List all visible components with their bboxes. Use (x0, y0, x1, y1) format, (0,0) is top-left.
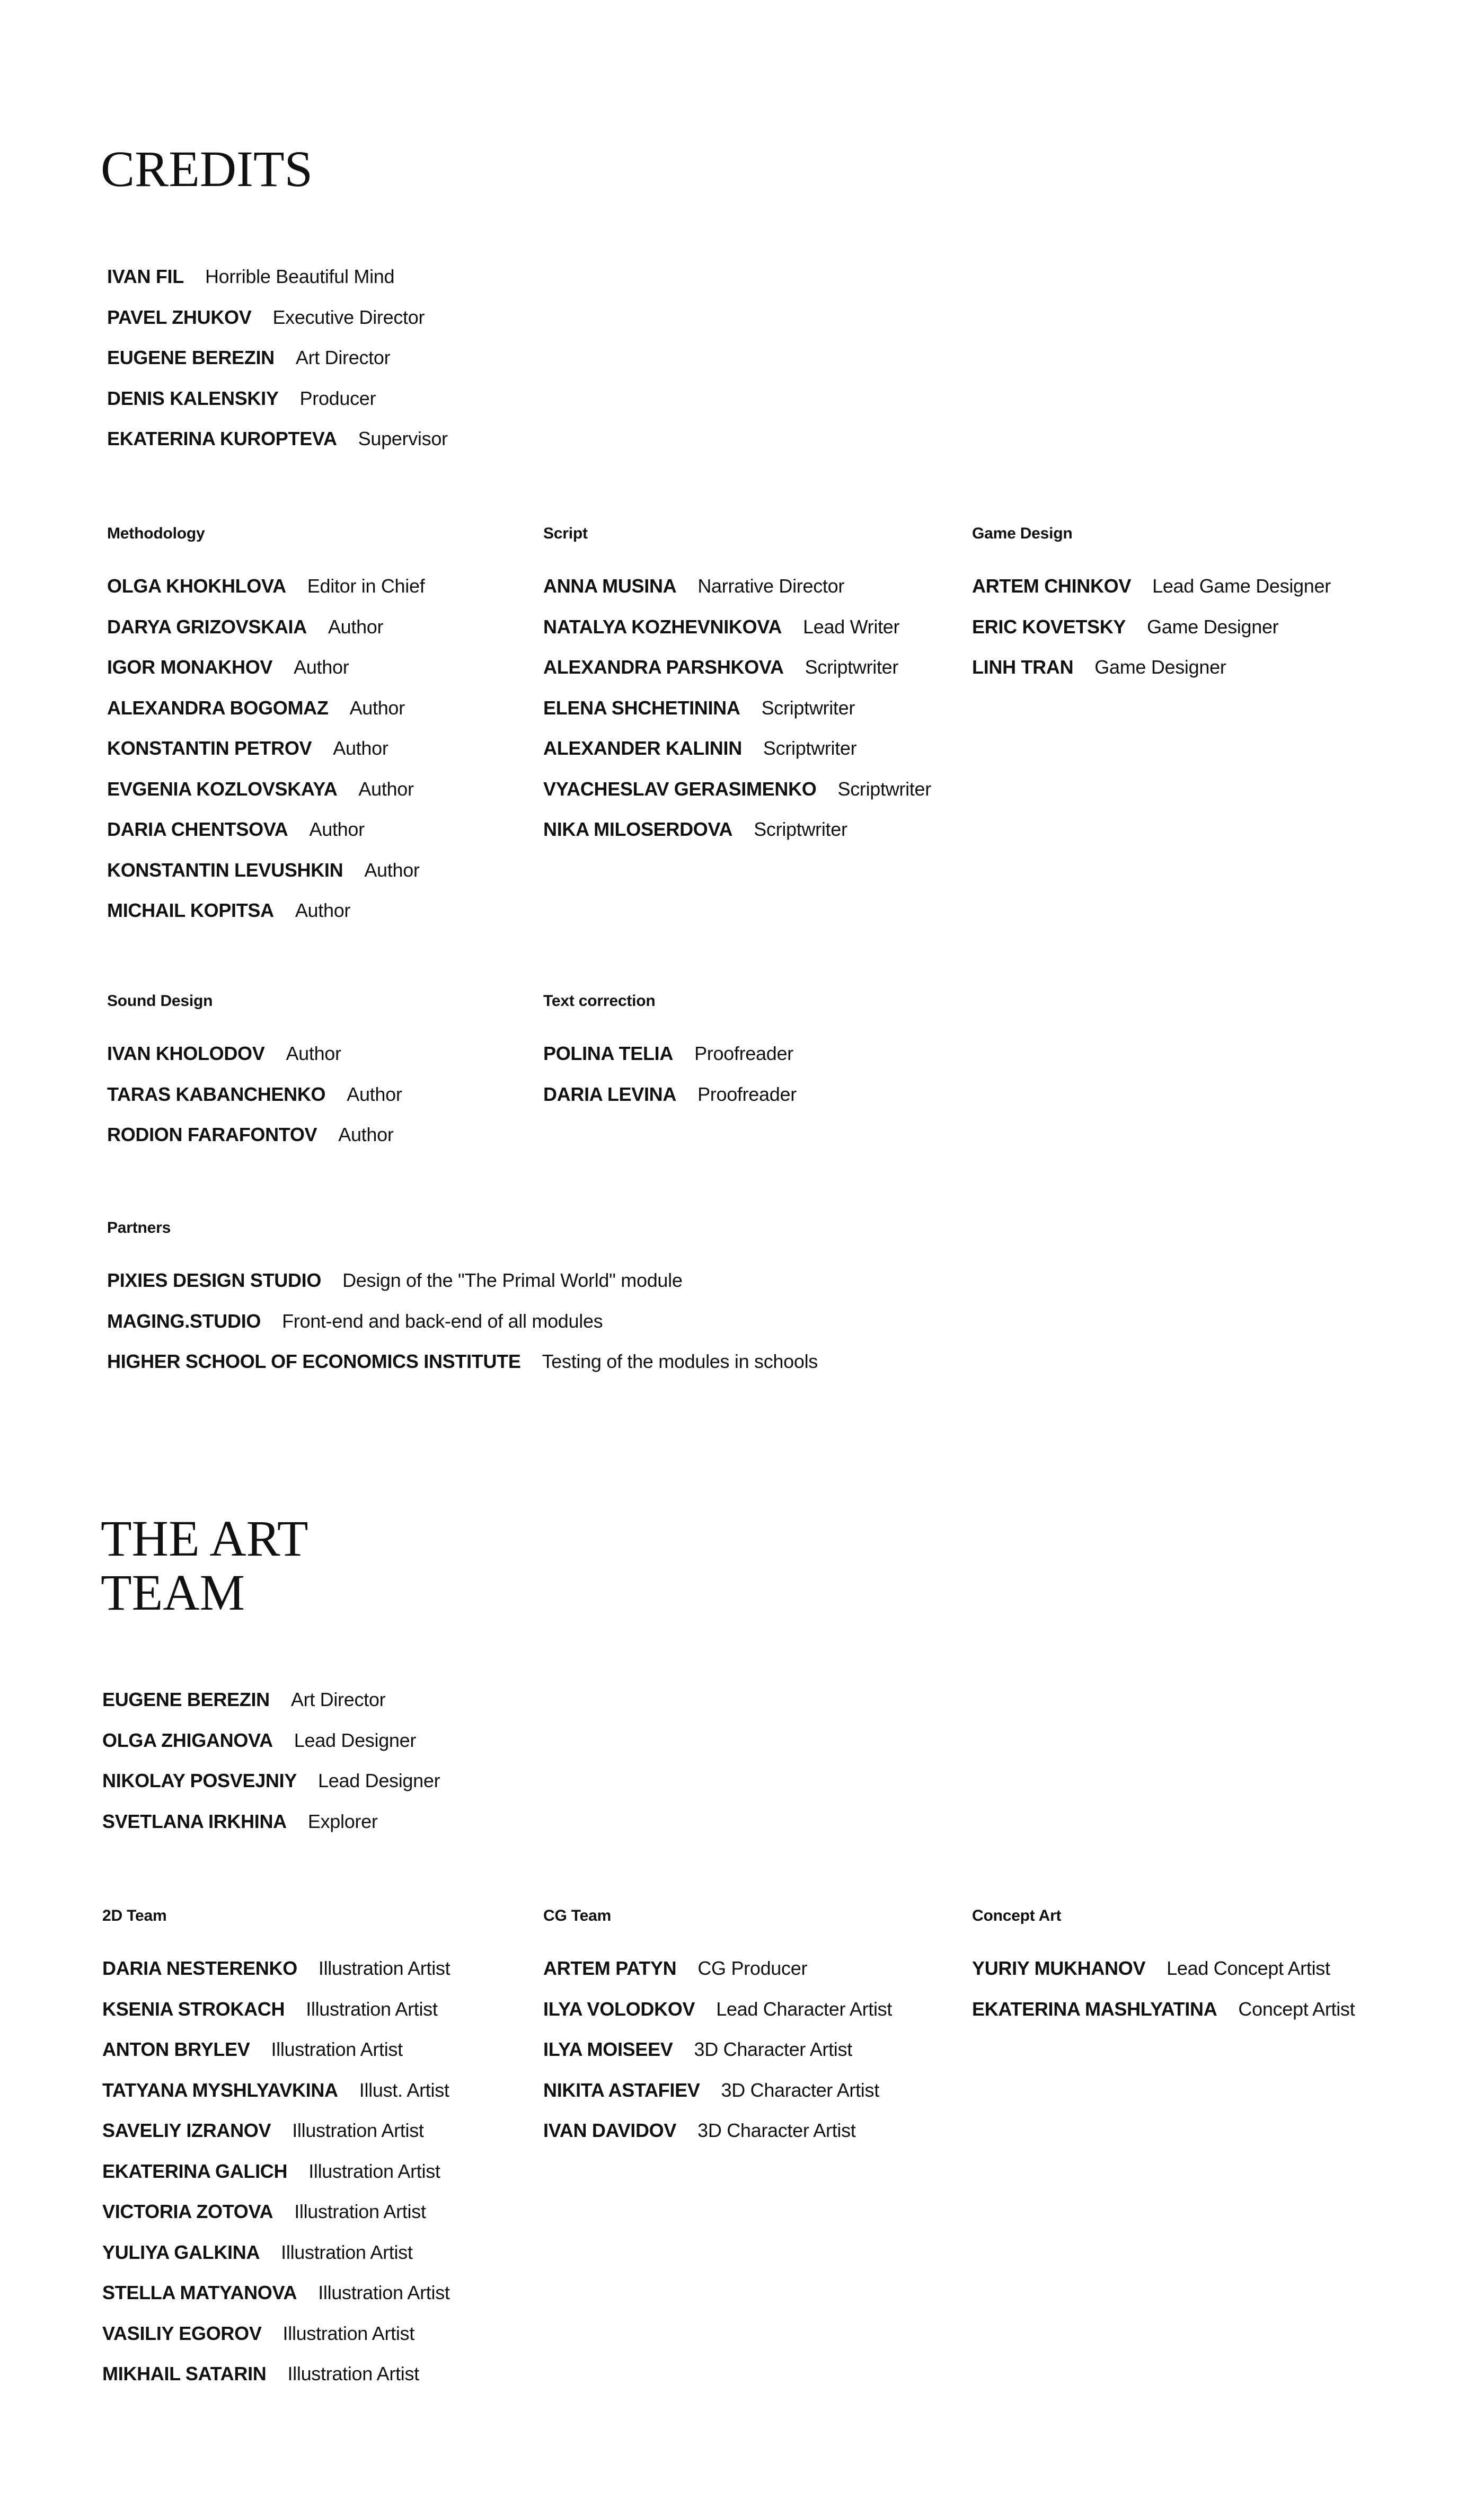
person-role: Author (286, 1043, 341, 1064)
person-name: OLGA ZHIGANOVA (102, 1729, 273, 1751)
person-role: Illust. Artist (359, 2079, 449, 2101)
credit-row (543, 738, 931, 779)
person-role: Author (358, 778, 414, 800)
person-role: Producer (299, 387, 376, 409)
credit-row (102, 1730, 440, 1771)
person-role: 3D Character Artist (694, 2038, 852, 2060)
credit-row (102, 2039, 450, 2080)
person-name: NATALYA KOZHEVNIKOVA (543, 615, 782, 638)
credit-row (107, 266, 448, 307)
person-role: Author (294, 656, 349, 678)
group-script (543, 525, 931, 860)
person-name: KSENIA STROKACH (102, 1998, 285, 2020)
credit-row (102, 1958, 450, 1999)
person-role: Narrative Director (697, 575, 845, 597)
person-role: Lead Character Artist (716, 1998, 893, 2020)
concept-art-list (972, 1958, 1355, 2039)
credit-row (102, 1811, 440, 1852)
person-name: NIKOLAY POSVEJNIY (102, 1770, 297, 1791)
credit-row (107, 819, 425, 860)
person-role: Author (364, 859, 420, 881)
credit-row (107, 779, 425, 819)
credit-row (972, 1958, 1355, 1999)
person-name: VICTORIA ZOTOVA (102, 2201, 273, 2222)
group-heading: Text correction (543, 992, 656, 1010)
credit-row (107, 860, 425, 900)
credit-row (107, 1084, 402, 1125)
credits-title: CREDITS (101, 140, 313, 197)
credit-row (543, 2080, 892, 2121)
person-role: Illustration Artist (306, 1998, 438, 2020)
text-correction-list (543, 1043, 797, 1124)
person-role: Lead Concept Artist (1167, 1957, 1330, 1979)
credit-row (102, 2363, 450, 2404)
person-name: VYACHESLAV GERASIMENKO (543, 778, 817, 800)
person-name: KONSTANTIN PETROV (107, 737, 312, 759)
person-name: TATYANA MYSHLYAVKINA (102, 2079, 338, 2101)
person-name: ALEXANDRA BOGOMAZ (107, 696, 329, 719)
person-role: Editor in Chief (307, 575, 425, 597)
person-role: Lead Designer (294, 1729, 417, 1751)
person-role: Author (349, 696, 405, 719)
person-role: Executive Director (272, 306, 425, 328)
group-2d-team (102, 1907, 450, 2404)
person-role: 3D Character Artist (721, 2079, 879, 2101)
person-name: ALEXANDER KALININ (543, 737, 742, 759)
person-role: Illustration Artist (292, 2119, 424, 2141)
person-role: Lead Designer (318, 1770, 440, 1791)
person-role: Scriptwriter (761, 696, 855, 719)
person-role: Illustration Artist (282, 2322, 414, 2344)
credit-row (972, 576, 1331, 616)
credit-row (107, 1124, 402, 1165)
person-role: Illustration Artist (318, 2282, 450, 2303)
person-role: Illustration Artist (308, 2160, 440, 2182)
person-name: IGOR MONAKHOV (107, 656, 273, 678)
person-role: Explorer (307, 1810, 378, 1832)
credit-row (543, 1084, 797, 1125)
credit-row (543, 2120, 892, 2161)
person-name: EKATERINA GALICH (102, 2160, 288, 2182)
methodology-list (107, 576, 425, 941)
credit-row (107, 388, 448, 429)
credit-row (543, 1958, 892, 1999)
person-name: VASILIY EGOROV (102, 2322, 262, 2344)
person-role: Illustration Artist (271, 2038, 403, 2060)
art-team-leads-list (102, 1689, 440, 1851)
person-name: MICHAIL KOPITSA (107, 899, 274, 921)
person-name: EKATERINA MASHLYATINA (972, 1998, 1217, 2020)
person-role: Author (333, 737, 388, 759)
credit-row (972, 616, 1331, 657)
person-name: KONSTANTIN LEVUSHKIN (107, 859, 343, 881)
person-name: YURIY MUKHANOV (972, 1957, 1146, 1979)
person-name: IVAN DAVIDOV (543, 2119, 677, 2141)
person-name: PAVEL ZHUKOV (107, 306, 252, 328)
person-name: HIGHER SCHOOL OF ECONOMICS INSTITUTE (107, 1350, 521, 1372)
person-name: PIXIES DESIGN STUDIO (107, 1269, 322, 1291)
person-name: ILYA VOLODKOV (543, 1998, 695, 2020)
person-name: EVGENIA KOZLOVSKAYA (107, 778, 338, 800)
person-role: Illustration Artist (294, 2201, 426, 2222)
credit-row (543, 1999, 892, 2039)
art-team-title (101, 1512, 308, 1620)
group-heading: Concept Art (972, 1907, 1062, 1924)
credit-row (107, 657, 425, 697)
group-heading: CG Team (543, 1907, 612, 1924)
credit-row (543, 779, 931, 819)
credit-row (107, 307, 448, 348)
person-role: Scriptwriter (805, 656, 899, 678)
person-role: Proofreader (694, 1043, 793, 1064)
person-role: Author (295, 899, 351, 921)
credit-row (102, 2161, 450, 2202)
script-list (543, 576, 931, 860)
person-role: Author (338, 1124, 394, 1145)
person-role: Proofreader (697, 1083, 797, 1105)
group-text-correction (543, 992, 797, 1124)
person-name: SAVELIY IZRANOV (102, 2119, 271, 2141)
person-role: Horrible Beautiful Mind (205, 266, 395, 287)
credits-leads-list (107, 266, 448, 469)
person-name: NIKA MILOSERDOVA (543, 818, 733, 840)
credit-row (107, 576, 425, 616)
credit-row (543, 2039, 892, 2080)
person-role: Lead Game Designer (1152, 575, 1331, 597)
group-heading: Methodology (107, 525, 205, 542)
person-name: SVETLANA IRKHINA (102, 1810, 287, 1832)
credit-row (107, 1351, 818, 1392)
credit-row (102, 2201, 450, 2242)
person-role: Author (309, 818, 365, 840)
person-role: Game Designer (1147, 615, 1279, 638)
credit-row (543, 616, 931, 657)
credit-row (972, 1999, 1355, 2039)
credit-row (102, 1999, 450, 2039)
group-methodology (107, 525, 425, 941)
credit-row (102, 1770, 440, 1811)
group-heading: Partners (107, 1219, 171, 1237)
group-heading: Script (543, 525, 588, 542)
art-team-title-line1: THE ART (101, 1510, 308, 1567)
person-role: Concept Artist (1238, 1998, 1355, 2020)
credit-row (102, 2323, 450, 2364)
person-role: Design of the "The Primal World" module (342, 1269, 683, 1291)
group-partners (107, 1219, 818, 1392)
credit-row (107, 738, 425, 779)
person-role: Scriptwriter (754, 818, 847, 840)
credit-row (107, 697, 425, 738)
person-name: ILYA MOISEEV (543, 2038, 673, 2060)
credit-row (102, 2120, 450, 2161)
person-name: IVAN FIL (107, 266, 184, 287)
person-name: ALEXANDRA PARSHKOVA (543, 656, 784, 678)
group-cg-team (543, 1907, 892, 2161)
person-role: Front-end and back-end of all modules (282, 1310, 603, 1332)
credit-row (543, 1043, 797, 1084)
person-name: YULIYA GALKINA (102, 2241, 260, 2263)
game-design-list (972, 576, 1331, 697)
person-name: POLINA TELIA (543, 1043, 674, 1064)
person-name: ANTON BRYLEV (102, 2038, 250, 2060)
credit-row (102, 1689, 440, 1730)
person-role: Author (347, 1083, 402, 1105)
credit-row (107, 1311, 818, 1352)
credit-row (102, 2282, 450, 2323)
group-heading: Sound Design (107, 992, 213, 1010)
person-name: NIKITA ASTAFIEV (543, 2079, 700, 2101)
credit-row (107, 428, 448, 469)
person-name: IVAN KHOLODOV (107, 1043, 265, 1064)
person-role: Author (328, 615, 384, 638)
person-role: Illustration Artist (281, 2241, 413, 2263)
person-name: ERIC KOVETSKY (972, 615, 1126, 638)
group-sound-design (107, 992, 402, 1165)
person-role: Supervisor (358, 428, 448, 449)
person-name: ARTEM PATYN (543, 1957, 677, 1979)
person-role: Illustration Artist (318, 1957, 450, 1979)
credit-row (543, 657, 931, 697)
credit-row (972, 657, 1331, 697)
credit-row (107, 616, 425, 657)
credit-row (543, 819, 931, 860)
person-role: Art Director (290, 1689, 386, 1710)
person-name: STELLA MATYANOVA (102, 2282, 297, 2303)
cg-team-list (543, 1958, 892, 2161)
group-heading: 2D Team (102, 1907, 167, 1924)
person-role: Lead Writer (803, 615, 900, 638)
art-team-title-line2: TEAM (101, 1564, 245, 1621)
person-name: EUGENE BEREZIN (107, 347, 275, 368)
person-name: ANNA MUSINA (543, 575, 677, 597)
person-name: OLGA KHOKHLOVA (107, 575, 286, 597)
credit-row (107, 347, 448, 388)
person-name: TARAS KABANCHENKO (107, 1083, 326, 1105)
team-2d-list (102, 1958, 450, 2404)
person-name: DARIA CHENTSOVA (107, 818, 288, 840)
credit-row (107, 900, 425, 941)
partners-list (107, 1270, 818, 1392)
credit-row (543, 576, 931, 616)
person-name: EUGENE BEREZIN (102, 1689, 270, 1710)
person-name: RODION FARAFONTOV (107, 1124, 317, 1145)
person-name: EKATERINA KUROPTEVA (107, 428, 337, 449)
person-role: Scriptwriter (763, 737, 857, 759)
sound-design-list (107, 1043, 402, 1165)
person-role: Game Designer (1094, 656, 1226, 678)
credit-row (102, 2080, 450, 2121)
person-name: ELENA SHCHETININA (543, 696, 740, 719)
person-name: DENIS KALENSKIY (107, 387, 279, 409)
person-name: LINH TRAN (972, 656, 1074, 678)
person-name: DARYA GRIZOVSKAIA (107, 615, 307, 638)
person-role: CG Producer (697, 1957, 808, 1979)
person-name: MIKHAIL SATARIN (102, 2363, 267, 2384)
credit-row (107, 1270, 818, 1311)
group-heading: Game Design (972, 525, 1073, 542)
person-name: MAGING.STUDIO (107, 1310, 261, 1332)
person-role: Art Director (295, 347, 391, 368)
group-concept-art (972, 1907, 1355, 2039)
person-name: DARIA LEVINA (543, 1083, 677, 1105)
person-name: DARIA NESTERENKO (102, 1957, 297, 1979)
credit-row (543, 697, 931, 738)
person-role: Illustration Artist (287, 2363, 419, 2384)
credit-row (107, 1043, 402, 1084)
person-name: ARTEM CHINKOV (972, 575, 1132, 597)
person-role: Testing of the modules in schools (542, 1350, 818, 1372)
person-role: 3D Character Artist (697, 2119, 856, 2141)
group-game-design (972, 525, 1331, 697)
person-role: Scriptwriter (837, 778, 931, 800)
credit-row (102, 2242, 450, 2283)
